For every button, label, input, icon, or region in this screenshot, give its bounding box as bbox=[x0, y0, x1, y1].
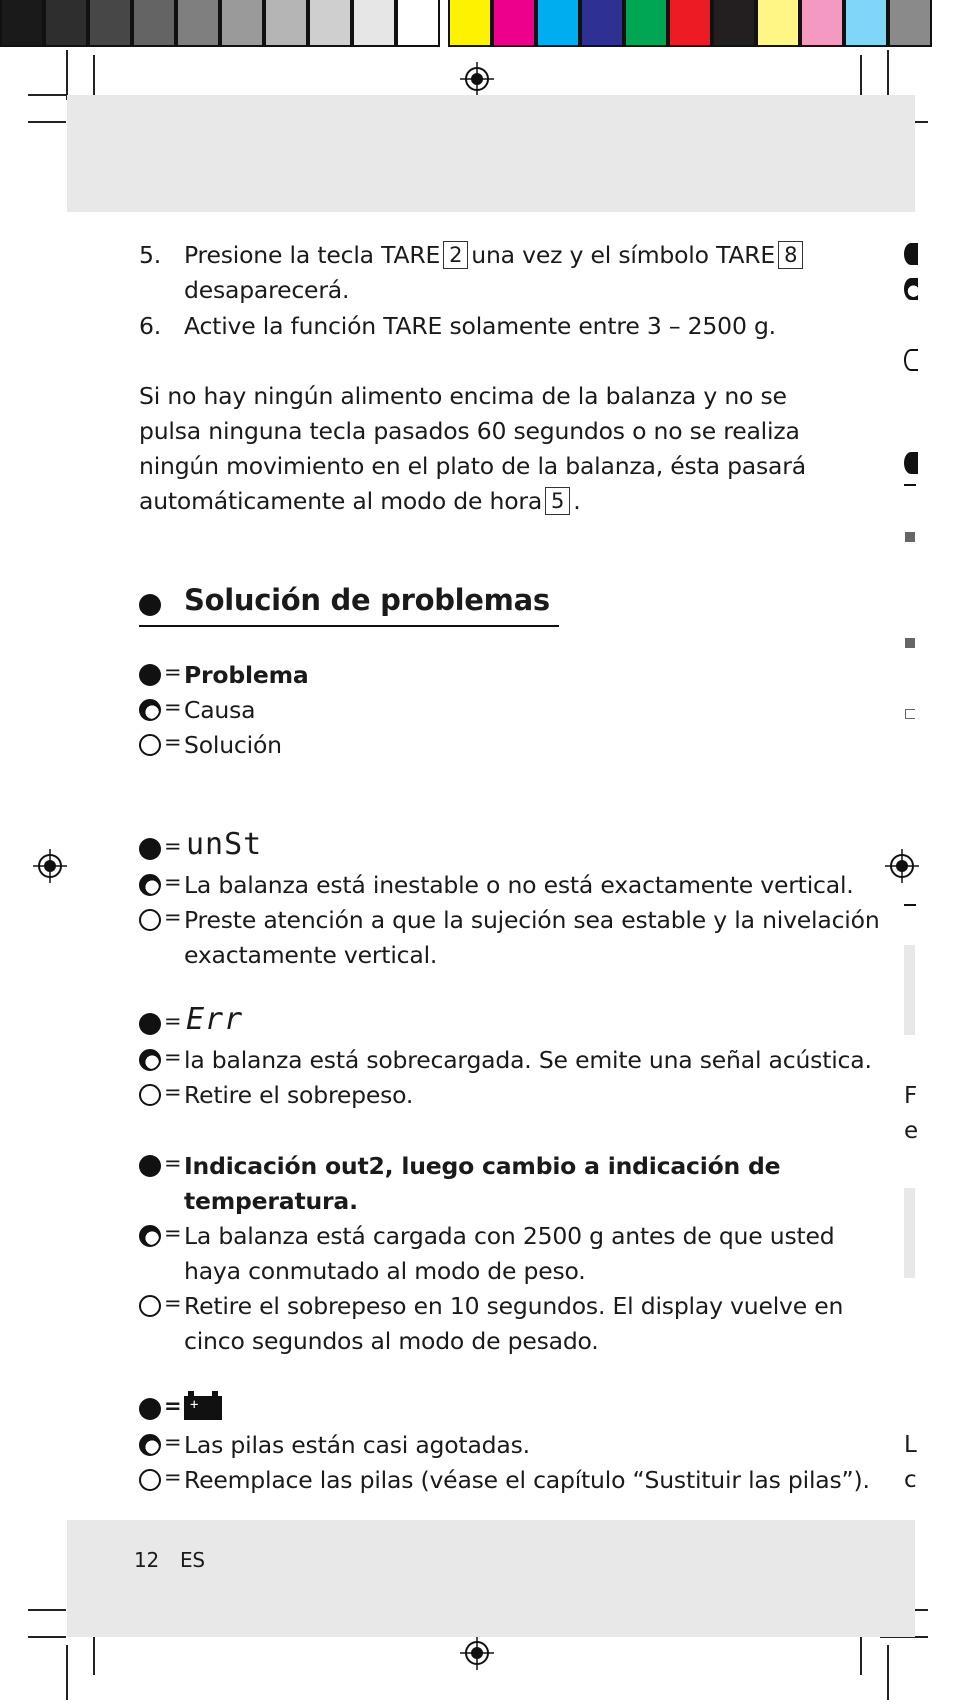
legend-problem: Problema bbox=[184, 661, 309, 689]
crop-mark bbox=[66, 50, 68, 100]
paragraph-line: pulsa ninguna tecla pasados 60 segundos o no se realiza bbox=[139, 417, 800, 445]
legend-solution: Solución bbox=[184, 731, 282, 759]
text-fragment: L bbox=[904, 1432, 917, 1458]
footer-band bbox=[67, 1520, 915, 1637]
step-text: Active la función TARE solamente entre 3 – 2500 g. bbox=[184, 312, 776, 340]
equals-sign: = bbox=[164, 1394, 182, 1418]
equals-sign: = bbox=[164, 1045, 182, 1069]
paragraph-line: ningún movimiento en el plato de la balanza, ésta pasará bbox=[139, 452, 806, 480]
crop-mark bbox=[28, 94, 66, 96]
problem-symbol-icon bbox=[139, 838, 161, 860]
equals-sign: = bbox=[164, 1465, 182, 1489]
step-number: 6. bbox=[139, 312, 162, 340]
legend-cause: Causa bbox=[184, 696, 256, 724]
color-calibration-bar bbox=[0, 0, 932, 47]
heading-underline bbox=[904, 484, 916, 486]
color-swatch bbox=[448, 0, 492, 47]
cause-symbol-icon bbox=[139, 1049, 161, 1071]
equals-sign: = bbox=[164, 1291, 182, 1315]
crop-mark bbox=[28, 1636, 66, 1638]
crop-mark bbox=[28, 1609, 66, 1611]
step-text: Presione la tecla TARE bbox=[184, 241, 441, 269]
display-readout: unSt bbox=[186, 827, 263, 862]
header-band bbox=[67, 95, 915, 212]
equals-sign: = bbox=[164, 870, 182, 894]
problem-symbol-icon bbox=[139, 664, 161, 686]
solution-text: Retire el sobrepeso en 10 segundos. El display vuelve en bbox=[184, 1292, 844, 1320]
cause-text: La balanza está cargada con 2500 g antes de que usted bbox=[184, 1222, 835, 1250]
equals-sign: = bbox=[164, 1080, 182, 1104]
equals-sign: = bbox=[164, 730, 182, 754]
reference-box: 8 bbox=[778, 241, 803, 269]
heading-underline bbox=[139, 625, 559, 627]
problem-title: Indicación out2, luego cambio a indicación de bbox=[184, 1152, 781, 1180]
step-number: 5. bbox=[139, 241, 162, 269]
problem-symbol-icon bbox=[904, 243, 918, 265]
color-swatch bbox=[264, 0, 308, 47]
registration-mark-icon bbox=[460, 1636, 494, 1670]
problem-symbol-icon bbox=[139, 1155, 161, 1177]
text-fragment: c bbox=[904, 1467, 917, 1493]
solution-symbol-icon bbox=[139, 1295, 161, 1317]
solution-text: Retire el sobrepeso. bbox=[184, 1081, 414, 1109]
color-swatch bbox=[844, 0, 888, 47]
bullet-icon bbox=[905, 638, 915, 648]
solution-text: cinco segundos al modo de pesado. bbox=[184, 1327, 599, 1355]
equals-sign: = bbox=[164, 660, 182, 684]
grey-box bbox=[904, 945, 915, 1035]
grey-box bbox=[904, 1188, 915, 1278]
language-code: ES bbox=[180, 1548, 205, 1572]
crop-mark bbox=[887, 1645, 889, 1700]
checkbox-icon bbox=[905, 709, 915, 719]
solution-symbol-icon bbox=[139, 1469, 161, 1491]
reference-box: 5 bbox=[545, 487, 570, 515]
cause-symbol-icon bbox=[904, 278, 918, 300]
color-bar-gap bbox=[440, 0, 448, 47]
color-swatch bbox=[0, 0, 44, 47]
step-6 bbox=[139, 309, 161, 344]
cause-text: la balanza está sobrecargada. Se emite una señal acústica. bbox=[184, 1046, 872, 1074]
solution-text: exactamente vertical. bbox=[184, 941, 438, 969]
reference-box: 2 bbox=[443, 241, 468, 269]
registration-mark-icon bbox=[33, 849, 67, 883]
color-swatch bbox=[888, 0, 932, 47]
crop-mark bbox=[66, 1645, 68, 1700]
paragraph-text: automáticamente al modo de hora bbox=[139, 487, 543, 515]
cause-symbol-icon bbox=[139, 874, 161, 896]
text-fragment: e bbox=[904, 1118, 919, 1144]
color-swatch bbox=[712, 0, 756, 47]
cause-symbol-icon bbox=[139, 1225, 161, 1247]
problem-symbol-icon bbox=[139, 1013, 161, 1035]
cause-symbol-icon bbox=[139, 1434, 161, 1456]
registration-mark-icon bbox=[885, 849, 919, 883]
equals-sign: = bbox=[164, 1151, 182, 1175]
color-swatch bbox=[88, 0, 132, 47]
paragraph-line bbox=[139, 484, 581, 519]
color-swatch bbox=[492, 0, 536, 47]
bullet-icon bbox=[905, 532, 915, 542]
equals-sign: = bbox=[164, 1430, 182, 1454]
equals-sign: = bbox=[164, 695, 182, 719]
cause-text: Las pilas están casi agotadas. bbox=[184, 1431, 530, 1459]
color-swatch bbox=[580, 0, 624, 47]
cause-symbol-icon bbox=[139, 699, 161, 721]
color-swatch bbox=[176, 0, 220, 47]
color-swatch bbox=[800, 0, 844, 47]
battery-icon bbox=[184, 1396, 222, 1429]
equals-sign: = bbox=[164, 1009, 182, 1033]
problem-symbol-icon bbox=[139, 1398, 161, 1420]
battery-signs: + − bbox=[190, 1397, 205, 1429]
solution-symbol-icon bbox=[904, 349, 918, 371]
color-swatch bbox=[352, 0, 396, 47]
color-swatch bbox=[44, 0, 88, 47]
crop-mark bbox=[887, 50, 889, 100]
color-swatch bbox=[396, 0, 440, 47]
color-swatch bbox=[756, 0, 800, 47]
cause-text: La balanza está inestable o no está exactamente vertical. bbox=[184, 871, 854, 899]
problem-symbol-icon bbox=[904, 452, 918, 474]
registration-mark-icon bbox=[460, 62, 494, 96]
bullet-icon bbox=[139, 594, 161, 616]
paragraph-end: . bbox=[573, 487, 581, 515]
color-swatch bbox=[668, 0, 712, 47]
step-text: una vez y el símbolo TARE bbox=[471, 241, 776, 269]
color-swatch bbox=[132, 0, 176, 47]
solution-text: Reemplace las pilas (véase el capítulo “Sustituir las pilas”). bbox=[184, 1466, 870, 1494]
solution-symbol-icon bbox=[139, 1084, 161, 1106]
section-title: Solución de problemas bbox=[184, 583, 550, 617]
problem-title: temperatura. bbox=[184, 1187, 358, 1215]
cause-text: haya conmutado al modo de peso. bbox=[184, 1257, 586, 1285]
color-swatch bbox=[220, 0, 264, 47]
solution-symbol-icon bbox=[139, 734, 161, 756]
step-text: desaparecerá. bbox=[184, 276, 350, 304]
page-number: 12 bbox=[134, 1548, 160, 1572]
equals-sign: = bbox=[164, 834, 182, 858]
color-swatch bbox=[536, 0, 580, 47]
solution-text: Preste atención a que la sujeción sea estable y la nivelación bbox=[184, 906, 880, 934]
solution-symbol-icon bbox=[139, 909, 161, 931]
display-readout: Err bbox=[186, 1002, 244, 1037]
color-swatch bbox=[308, 0, 352, 47]
paragraph-line: Si no hay ningún alimento encima de la balanza y no se bbox=[139, 382, 787, 410]
equals-sign: = bbox=[164, 1221, 182, 1245]
equals-sign: = bbox=[164, 905, 182, 929]
heading-underline bbox=[904, 904, 916, 906]
step-5 bbox=[139, 238, 819, 273]
crop-mark bbox=[28, 121, 66, 123]
text-fragment: F bbox=[904, 1083, 918, 1109]
color-swatch bbox=[624, 0, 668, 47]
